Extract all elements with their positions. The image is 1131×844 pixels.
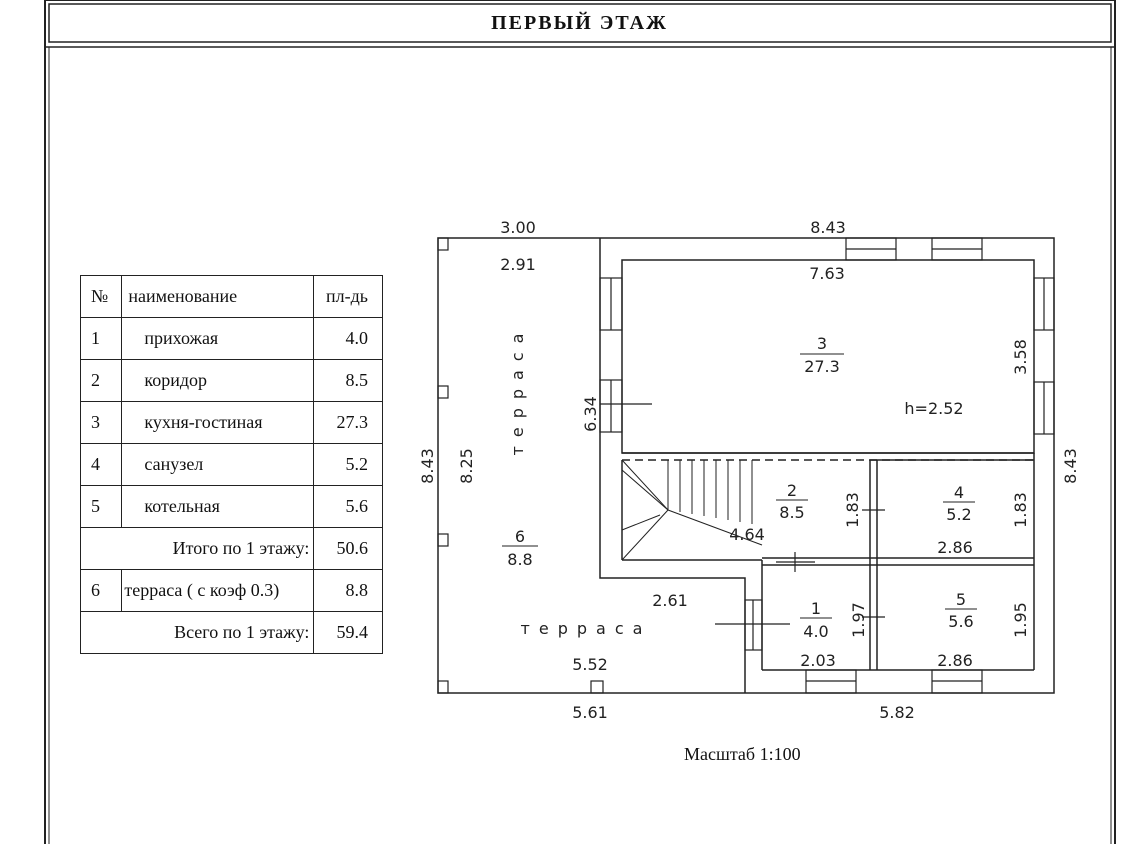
subtotal-value: 50.6 xyxy=(314,528,383,570)
dim-bottom-left-inner: 5.52 xyxy=(572,655,608,674)
dim-top-right-inner: 7.63 xyxy=(809,264,845,283)
row-number: 1 xyxy=(81,318,122,360)
row-number: 4 xyxy=(81,444,122,486)
room-3-number: 3 xyxy=(816,334,828,353)
row-number: 6 xyxy=(81,570,122,612)
room-6-area: 8.8 xyxy=(507,550,533,569)
header-number: № xyxy=(81,276,122,318)
dim-left-inner: 8.25 xyxy=(457,448,476,484)
dim-top-left-inner: 2.91 xyxy=(500,255,536,274)
total-value: 59.4 xyxy=(314,612,383,654)
room-5-number: 5 xyxy=(955,590,967,609)
subtotal-label: Итого по 1 этажу: xyxy=(81,528,314,570)
room-legend-table xyxy=(80,275,383,654)
table-row xyxy=(81,360,383,402)
dim-hall-width: 2.03 xyxy=(800,651,836,670)
dim-corridor-height: 1.83 xyxy=(843,492,862,528)
row-name: санузел xyxy=(122,444,314,486)
room-2-number: 2 xyxy=(786,481,798,500)
table-row xyxy=(81,570,383,612)
room-3-area: 27.3 xyxy=(804,357,840,376)
row-name: котельная xyxy=(122,486,314,528)
row-number: 5 xyxy=(81,486,122,528)
dim-boiler-width: 2.86 xyxy=(937,651,973,670)
room-1-area: 4.0 xyxy=(803,622,829,641)
row-name: кухня-гостиная xyxy=(122,402,314,444)
page-title: ПЕРВЫЙ ЭТАЖ xyxy=(491,11,668,34)
table-row xyxy=(81,318,383,360)
dim-boiler-height: 1.95 xyxy=(1011,602,1030,638)
ceiling-height: h=2.52 xyxy=(904,399,964,418)
dim-terrace-inner: 2.61 xyxy=(652,591,688,610)
table-row xyxy=(81,402,383,444)
row-number: 3 xyxy=(81,402,122,444)
room-4-number: 4 xyxy=(953,483,965,502)
dim-bath-width: 2.86 xyxy=(937,538,973,557)
row-area: 5.6 xyxy=(314,486,383,528)
scale-label: Масштаб 1:100 xyxy=(684,744,801,764)
table-row xyxy=(81,486,383,528)
row-area: 5.2 xyxy=(314,444,383,486)
terrace-label-vertical: терраса xyxy=(508,324,527,456)
terrace-label-horizontal: терраса xyxy=(520,619,652,638)
subtotal-row xyxy=(81,528,383,570)
dim-kitchen-left: 6.34 xyxy=(581,396,600,432)
staircase xyxy=(622,460,762,560)
row-name: терраса ( с коэф 0.3) xyxy=(122,570,314,612)
row-name: коридор xyxy=(122,360,314,402)
dim-left-outer: 8.43 xyxy=(418,448,437,484)
total-label: Всего по 1 этажу: xyxy=(81,612,314,654)
row-area: 8.8 xyxy=(314,570,383,612)
table-header-row xyxy=(81,276,383,318)
room-6-number: 6 xyxy=(514,527,526,546)
row-name: прихожая xyxy=(122,318,314,360)
header-name: наименование xyxy=(122,276,314,318)
dim-top-left-outer: 3.00 xyxy=(500,218,536,237)
table-row xyxy=(81,444,383,486)
dim-top-right-outer: 8.43 xyxy=(810,218,846,237)
dim-right-outer: 8.43 xyxy=(1061,448,1080,484)
dim-hall-height: 1.97 xyxy=(849,602,868,638)
room-5-area: 5.6 xyxy=(948,612,974,631)
room-2-area: 8.5 xyxy=(779,503,805,522)
total-row xyxy=(81,612,383,654)
dim-bottom-left-outer: 5.61 xyxy=(572,703,608,722)
dim-bath-height: 1.83 xyxy=(1011,492,1030,528)
header-area: пл-дь xyxy=(314,276,383,318)
room-4-area: 5.2 xyxy=(946,505,972,524)
row-area: 27.3 xyxy=(314,402,383,444)
room-1-number: 1 xyxy=(810,599,822,618)
row-area: 8.5 xyxy=(314,360,383,402)
row-number: 2 xyxy=(81,360,122,402)
dimensions xyxy=(418,218,1080,722)
dim-stair-run: 4.64 xyxy=(729,525,765,544)
dim-kitchen-right: 3.58 xyxy=(1011,339,1030,375)
dim-bottom-right-outer: 5.82 xyxy=(879,703,915,722)
row-area: 4.0 xyxy=(314,318,383,360)
